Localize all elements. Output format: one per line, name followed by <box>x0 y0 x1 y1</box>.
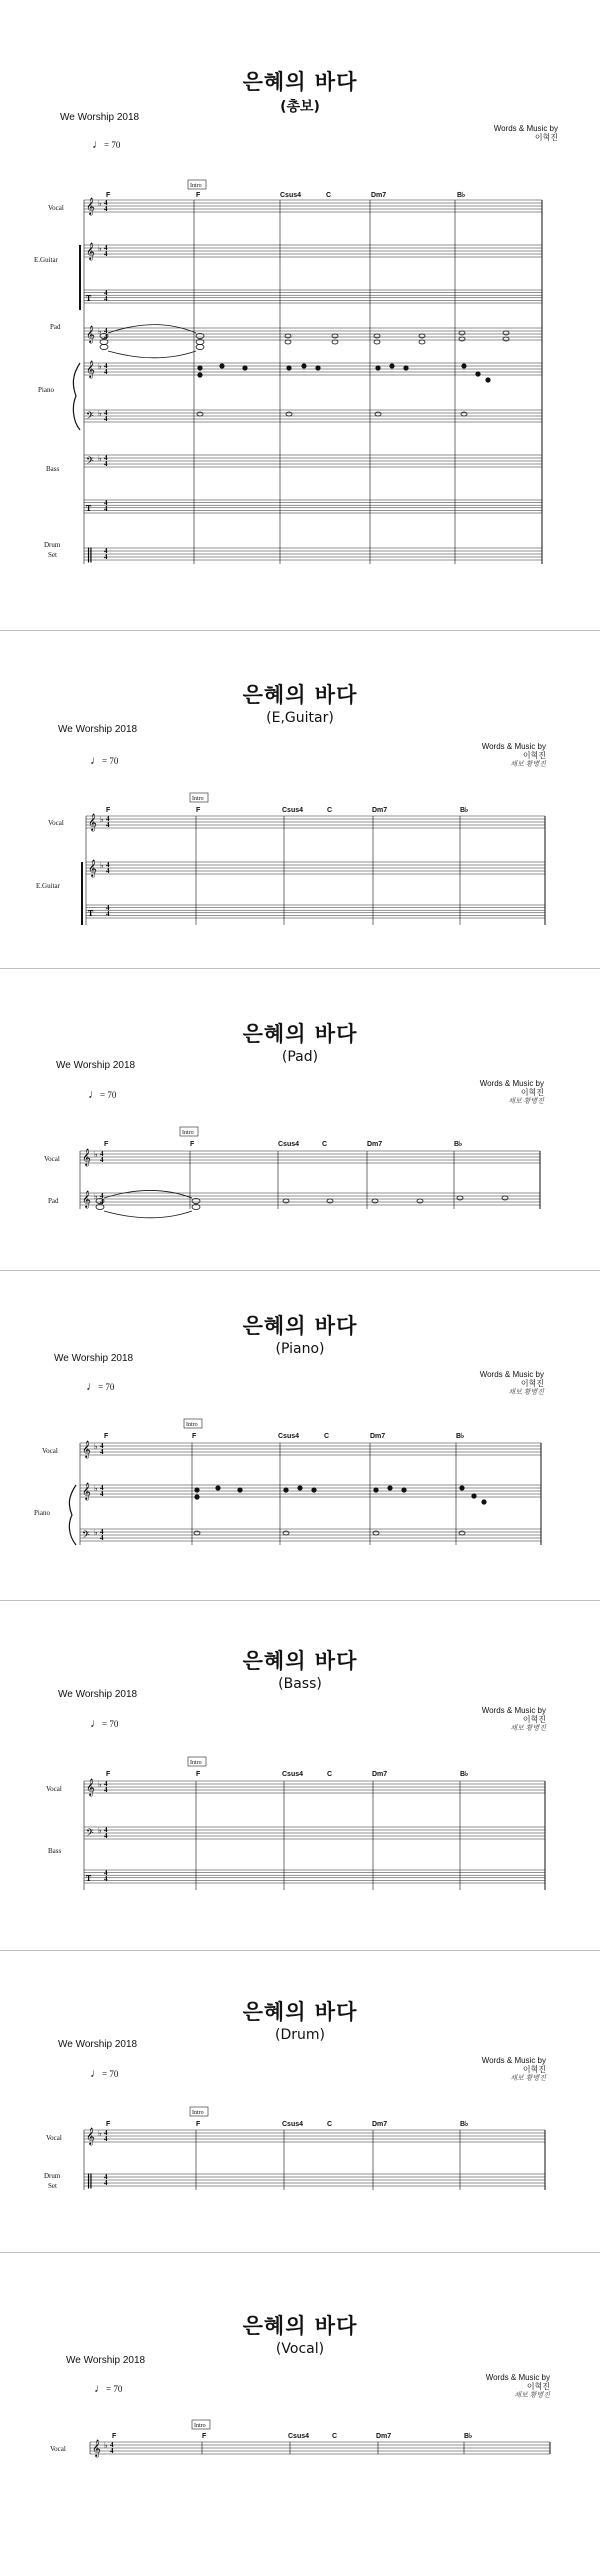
staff <box>86 859 545 877</box>
staff <box>84 289 542 303</box>
staff <box>84 454 542 469</box>
chord: F <box>190 1141 195 1148</box>
album-name: We Worship 2018 <box>60 112 140 123</box>
staff <box>84 242 542 260</box>
tempo-marking: ♩= 70 <box>90 2066 119 2080</box>
staff <box>84 545 542 563</box>
quarter-note-icon: ♩ <box>88 1087 100 1101</box>
time-signature: 4 <box>104 295 108 303</box>
time-signature: 4 <box>104 205 108 213</box>
chord: C <box>326 192 332 199</box>
credit-line: Words & Music by <box>481 742 546 751</box>
time-signature: 4 <box>106 910 110 918</box>
page-divider <box>0 1270 600 1271</box>
rehearsal-mark: Intro <box>192 2110 204 2116</box>
tempo-marking: ♩= 70 <box>92 137 121 151</box>
flat-key-signature-icon: ♭ <box>94 1192 98 1201</box>
treble-clef-icon: 𝄞 <box>88 859 97 877</box>
flat-key-signature-icon: ♭ <box>94 1442 98 1451</box>
chord: F <box>202 2433 207 2440</box>
staff <box>80 1528 541 1543</box>
chord: Csus4 <box>282 807 304 814</box>
time-signature: 4 <box>104 553 108 561</box>
credit-transcriber: 채보 황병진 <box>508 1389 544 1396</box>
chord: C <box>327 2121 333 2128</box>
staff <box>86 813 545 831</box>
part-drum <box>0 1952 600 2252</box>
time-signature: 4 <box>104 1875 108 1883</box>
time-signature: 4 <box>100 1490 104 1498</box>
flat-key-signature-icon: ♭ <box>98 409 102 418</box>
piano-notes <box>197 364 490 416</box>
chord: F <box>106 807 111 814</box>
flat-key-signature-icon: ♭ <box>98 244 102 253</box>
rehearsal-mark: Intro <box>194 2423 206 2429</box>
part-subtitle: (총보) <box>280 99 320 115</box>
time-signature: 4 <box>104 2129 108 2137</box>
chord: C <box>322 1141 328 1148</box>
instrument-label: Vocal <box>44 1155 60 1163</box>
treble-clef-icon: 𝄞 <box>86 360 95 378</box>
chord: F <box>104 1433 109 1440</box>
instrument-label: Vocal <box>48 819 64 827</box>
credit-transcriber: 채보 황병진 <box>508 1098 544 1105</box>
time-signature: 4 <box>104 2135 108 2143</box>
album-name: We Worship 2018 <box>58 2039 138 2050</box>
credit-line: Words & Music by <box>485 2373 550 2382</box>
time-signature: 4 <box>100 1150 104 1158</box>
time-signature: 4 <box>104 1832 108 1840</box>
instrument-label: E.Guitar <box>36 882 60 890</box>
flat-key-signature-icon: ♭ <box>98 2129 102 2138</box>
chord: Csus4 <box>282 2121 304 2128</box>
time-signature: 4 <box>100 1534 104 1542</box>
part-pad <box>0 970 600 1270</box>
score-system <box>0 1272 600 1600</box>
time-signature: 4 <box>106 861 110 869</box>
chord: F <box>104 1141 109 1148</box>
treble-clef-icon: 𝄞 <box>82 1440 91 1458</box>
time-signature: 4 <box>106 821 110 829</box>
chord: Dm7 <box>371 192 387 199</box>
chord: F <box>196 1771 201 1778</box>
time-signature: 4 <box>104 368 108 376</box>
chord: Dm7 <box>372 807 388 814</box>
flat-key-signature-icon: ♭ <box>100 861 104 870</box>
instrument-label: Vocal <box>46 2134 62 2142</box>
time-signature: 4 <box>104 499 108 507</box>
credit-line: Words & Music by <box>493 124 558 133</box>
chord-row <box>106 180 465 199</box>
instrument-label: Drum <box>44 541 61 549</box>
chord: C <box>327 1771 333 1778</box>
staff <box>84 360 542 378</box>
part-subtitle: (Pad) <box>281 1049 319 1065</box>
time-signature: 4 <box>104 505 108 513</box>
flat-key-signature-icon: ♭ <box>94 1150 98 1159</box>
staff <box>86 904 545 918</box>
chord: Dm7 <box>376 2433 392 2440</box>
credit-composer: 이혁진 <box>520 1379 544 1388</box>
part-subtitle: (Drum) <box>275 2027 325 2043</box>
album-name: We Worship 2018 <box>66 2355 146 2366</box>
staff <box>84 2127 545 2145</box>
flat-key-signature-icon: ♭ <box>100 815 104 824</box>
quarter-note-icon: ♩ <box>86 1379 98 1393</box>
treble-clef-icon: 𝄞 <box>86 1778 95 1796</box>
bass-clef-icon: 𝄢 <box>86 410 94 424</box>
song-title: 은혜의 바다 <box>242 1314 358 1338</box>
flat-key-signature-icon: ♭ <box>98 1780 102 1789</box>
staff <box>84 1869 545 1883</box>
time-signature: 4 <box>104 415 108 423</box>
page-divider <box>0 2252 600 2253</box>
instrument-label: Bass <box>48 1847 62 1855</box>
chord: F <box>106 192 111 199</box>
credit-line: Words & Music by <box>481 1706 546 1715</box>
staves <box>84 197 542 563</box>
time-signature: 4 <box>104 2179 108 2187</box>
chord: F <box>196 2121 201 2128</box>
chord: B♭ <box>454 1141 463 1148</box>
instrument-label: Pad <box>48 1197 59 1205</box>
staff <box>84 2171 545 2189</box>
time-signature: 4 <box>104 2173 108 2181</box>
time-signature: 4 <box>104 1826 108 1834</box>
instrument-label: Set <box>48 551 57 559</box>
time-signature: 4 <box>104 1869 108 1877</box>
flat-key-signature-icon: ♭ <box>94 1484 98 1493</box>
tempo-marking: ♩= 70 <box>94 2381 123 2395</box>
flat-key-signature-icon: ♭ <box>98 1826 102 1835</box>
credit-transcriber: 채보 황병진 <box>514 2392 550 2399</box>
chord: Csus4 <box>278 1141 300 1148</box>
part-subtitle: (Bass) <box>278 1676 322 1692</box>
treble-clef-icon: 𝄞 <box>86 197 95 215</box>
chord: Csus4 <box>282 1771 304 1778</box>
page-divider <box>0 1600 600 1601</box>
chord: F <box>196 807 201 814</box>
credit-line: Words & Music by <box>479 1370 544 1379</box>
flat-key-signature-icon: ♭ <box>98 362 102 371</box>
percussion-clef-icon: ‖ <box>86 545 94 563</box>
time-signature: 4 <box>100 1442 104 1450</box>
flat-key-signature-icon: ♭ <box>98 199 102 208</box>
song-title: 은혜의 바다 <box>242 1022 358 1046</box>
chord: B♭ <box>460 807 469 814</box>
chord: B♭ <box>456 1433 465 1440</box>
time-signature: 4 <box>106 815 110 823</box>
chord: B♭ <box>460 1771 469 1778</box>
flat-key-signature-icon: ♭ <box>104 2441 108 2450</box>
quarter-note-icon: ♩ <box>90 2066 102 2080</box>
treble-clef-icon: 𝄞 <box>86 325 95 343</box>
chord: Csus4 <box>288 2433 310 2440</box>
time-signature: 4 <box>100 1528 104 1536</box>
instrument-label: Set <box>48 2182 57 2190</box>
time-signature: 4 <box>104 199 108 207</box>
part-piano <box>0 1272 600 1600</box>
chord: F <box>106 1771 111 1778</box>
chord: C <box>327 807 333 814</box>
treble-clef-icon: 𝄞 <box>82 1190 91 1208</box>
chord: Dm7 <box>367 1141 383 1148</box>
time-signature: 4 <box>104 1780 108 1788</box>
part-full-score <box>0 0 600 630</box>
time-signature: 4 <box>106 867 110 875</box>
piano-notes <box>194 1486 486 1535</box>
time-signature: 4 <box>104 454 108 462</box>
instrument-label: Vocal <box>46 1785 62 1793</box>
score-system <box>0 632 600 968</box>
time-signature: 4 <box>104 460 108 468</box>
album-name: We Worship 2018 <box>56 1060 136 1071</box>
tempo-marking: ♩= 70 <box>86 1379 115 1393</box>
time-signature: 4 <box>104 327 108 335</box>
tab-clef-icon: T <box>86 504 92 513</box>
time-signature: 4 <box>104 289 108 297</box>
rehearsal-mark: Intro <box>186 1422 198 1428</box>
time-signature: 4 <box>100 1448 104 1456</box>
instrument-label: Piano <box>38 386 54 394</box>
tempo-marking: ♩= 70 <box>90 753 119 767</box>
time-signature: 4 <box>110 2447 114 2455</box>
score-system <box>0 0 600 630</box>
staff <box>80 1148 540 1166</box>
part-subtitle: (Vocal) <box>275 2341 325 2357</box>
percussion-clef-icon: ‖ <box>86 2171 94 2189</box>
instrument-label: Vocal <box>48 204 64 212</box>
score-system <box>0 2254 600 2572</box>
staff <box>80 1190 540 1208</box>
score-system <box>0 970 600 1270</box>
part-subtitle: (Piano) <box>275 1341 325 1357</box>
chord: Dm7 <box>370 1433 386 1440</box>
chord: Csus4 <box>280 192 302 199</box>
instrument-label: Pad <box>50 323 61 331</box>
song-title: 은혜의 바다 <box>242 70 358 94</box>
bass-clef-icon: 𝄢 <box>82 1529 90 1543</box>
tempo-marking: ♩= 70 <box>90 1716 119 1730</box>
credit-composer: 이혁진 <box>522 1715 546 1724</box>
chord: Dm7 <box>372 2121 388 2128</box>
instrument-label: Drum <box>44 2172 61 2180</box>
instrument-label: Bass <box>46 465 60 473</box>
staff <box>84 197 542 215</box>
tab-clef-icon: T <box>86 294 92 303</box>
time-signature: 4 <box>104 362 108 370</box>
staff <box>90 2439 550 2457</box>
treble-clef-icon: 𝄞 <box>82 1148 91 1166</box>
credit-composer: 이혁진 <box>526 2382 550 2391</box>
time-signature: 4 <box>110 2441 114 2449</box>
credit-composer: 이혁진 <box>534 133 558 142</box>
time-signature: 4 <box>100 1192 104 1200</box>
credit-transcriber: 채보 황병진 <box>510 761 546 768</box>
quarter-note-icon: ♩ <box>90 1716 102 1730</box>
time-signature: 4 <box>100 1198 104 1206</box>
chord: Csus4 <box>278 1433 300 1440</box>
chord: B♭ <box>464 2433 473 2440</box>
flat-key-signature-icon: ♭ <box>94 1528 98 1537</box>
chord: C <box>332 2433 338 2440</box>
bass-clef-icon: 𝄢 <box>86 455 94 469</box>
rehearsal-mark: Intro <box>190 1760 202 1766</box>
rehearsal-mark: Intro <box>182 1130 194 1136</box>
credit-line: Words & Music by <box>479 1079 544 1088</box>
instrument-label: E.Guitar <box>34 256 58 264</box>
chord: B♭ <box>457 192 466 199</box>
treble-clef-icon: 𝄞 <box>92 2439 101 2457</box>
time-signature: 4 <box>104 547 108 555</box>
tempo-marking: ♩= 70 <box>88 1087 117 1101</box>
quarter-note-icon: ♩ <box>94 2381 106 2395</box>
quarter-note-icon: ♩ <box>90 753 102 767</box>
song-title: 은혜의 바다 <box>242 2000 358 2024</box>
quarter-note-icon: ♩ <box>92 137 104 151</box>
chord: F <box>196 192 201 199</box>
part-e-guitar <box>0 632 600 968</box>
staff <box>84 1778 545 1796</box>
chord: C <box>324 1433 330 1440</box>
chord: F <box>106 2121 111 2128</box>
staff <box>84 1826 545 1841</box>
tab-clef-icon: T <box>88 909 94 918</box>
time-signature: 4 <box>104 409 108 417</box>
staff <box>84 499 542 513</box>
page-divider <box>0 630 600 631</box>
credit-transcriber: 채보 황병진 <box>510 1725 546 1732</box>
album-name: We Worship 2018 <box>54 1353 134 1364</box>
album-name: We Worship 2018 <box>58 724 138 735</box>
credit-composer: 이혁진 <box>522 2065 546 2074</box>
time-signature: 4 <box>106 904 110 912</box>
part-bass <box>0 1602 600 1950</box>
flat-key-signature-icon: ♭ <box>98 454 102 463</box>
bass-clef-icon: 𝄢 <box>86 1827 94 1841</box>
instrument-label: Vocal <box>50 2445 66 2453</box>
time-signature: 4 <box>100 1156 104 1164</box>
song-title: 은혜의 바다 <box>242 683 358 707</box>
credit-line: Words & Music by <box>481 2056 546 2065</box>
song-title: 은혜의 바다 <box>242 2314 358 2338</box>
treble-clef-icon: 𝄞 <box>86 2127 95 2145</box>
pad-notes <box>100 325 509 358</box>
score-system <box>0 1952 600 2252</box>
time-signature: 4 <box>104 1786 108 1794</box>
treble-clef-icon: 𝄞 <box>82 1482 91 1500</box>
chord: B♭ <box>460 2121 469 2128</box>
treble-clef-icon: 𝄞 <box>86 242 95 260</box>
credit-composer: 이혁진 <box>520 1088 544 1097</box>
instrument-label: Vocal <box>42 1447 58 1455</box>
time-signature: 4 <box>100 1484 104 1492</box>
credit-composer: 이혁진 <box>522 751 546 760</box>
staff <box>84 325 542 343</box>
rehearsal-mark: Intro <box>192 796 204 802</box>
page-divider <box>0 1950 600 1951</box>
piano-brace <box>73 363 80 430</box>
barlines <box>84 200 542 564</box>
credit-transcriber: 채보 황병진 <box>510 2075 546 2082</box>
treble-clef-icon: 𝄞 <box>88 813 97 831</box>
staff <box>80 1440 541 1458</box>
chord: Dm7 <box>372 1771 388 1778</box>
chord: F <box>112 2433 117 2440</box>
chord: F <box>192 1433 197 1440</box>
time-signature: 4 <box>104 250 108 258</box>
page-divider <box>0 968 600 969</box>
staff <box>84 409 542 424</box>
tab-clef-icon: T <box>86 1874 92 1883</box>
piano-brace <box>69 1485 76 1545</box>
rehearsal-mark: Intro <box>190 183 202 189</box>
instrument-label: Piano <box>34 1509 50 1517</box>
score-system <box>0 1602 600 1950</box>
album-name: We Worship 2018 <box>58 1689 138 1700</box>
part-vocal <box>0 2254 600 2572</box>
time-signature: 4 <box>104 244 108 252</box>
part-subtitle: (E,Guitar) <box>266 710 334 726</box>
pad-notes <box>96 1191 508 1218</box>
flat-key-signature-icon: ♭ <box>98 327 102 336</box>
song-title: 은혜의 바다 <box>242 1649 358 1673</box>
time-signature: 4 <box>104 333 108 341</box>
